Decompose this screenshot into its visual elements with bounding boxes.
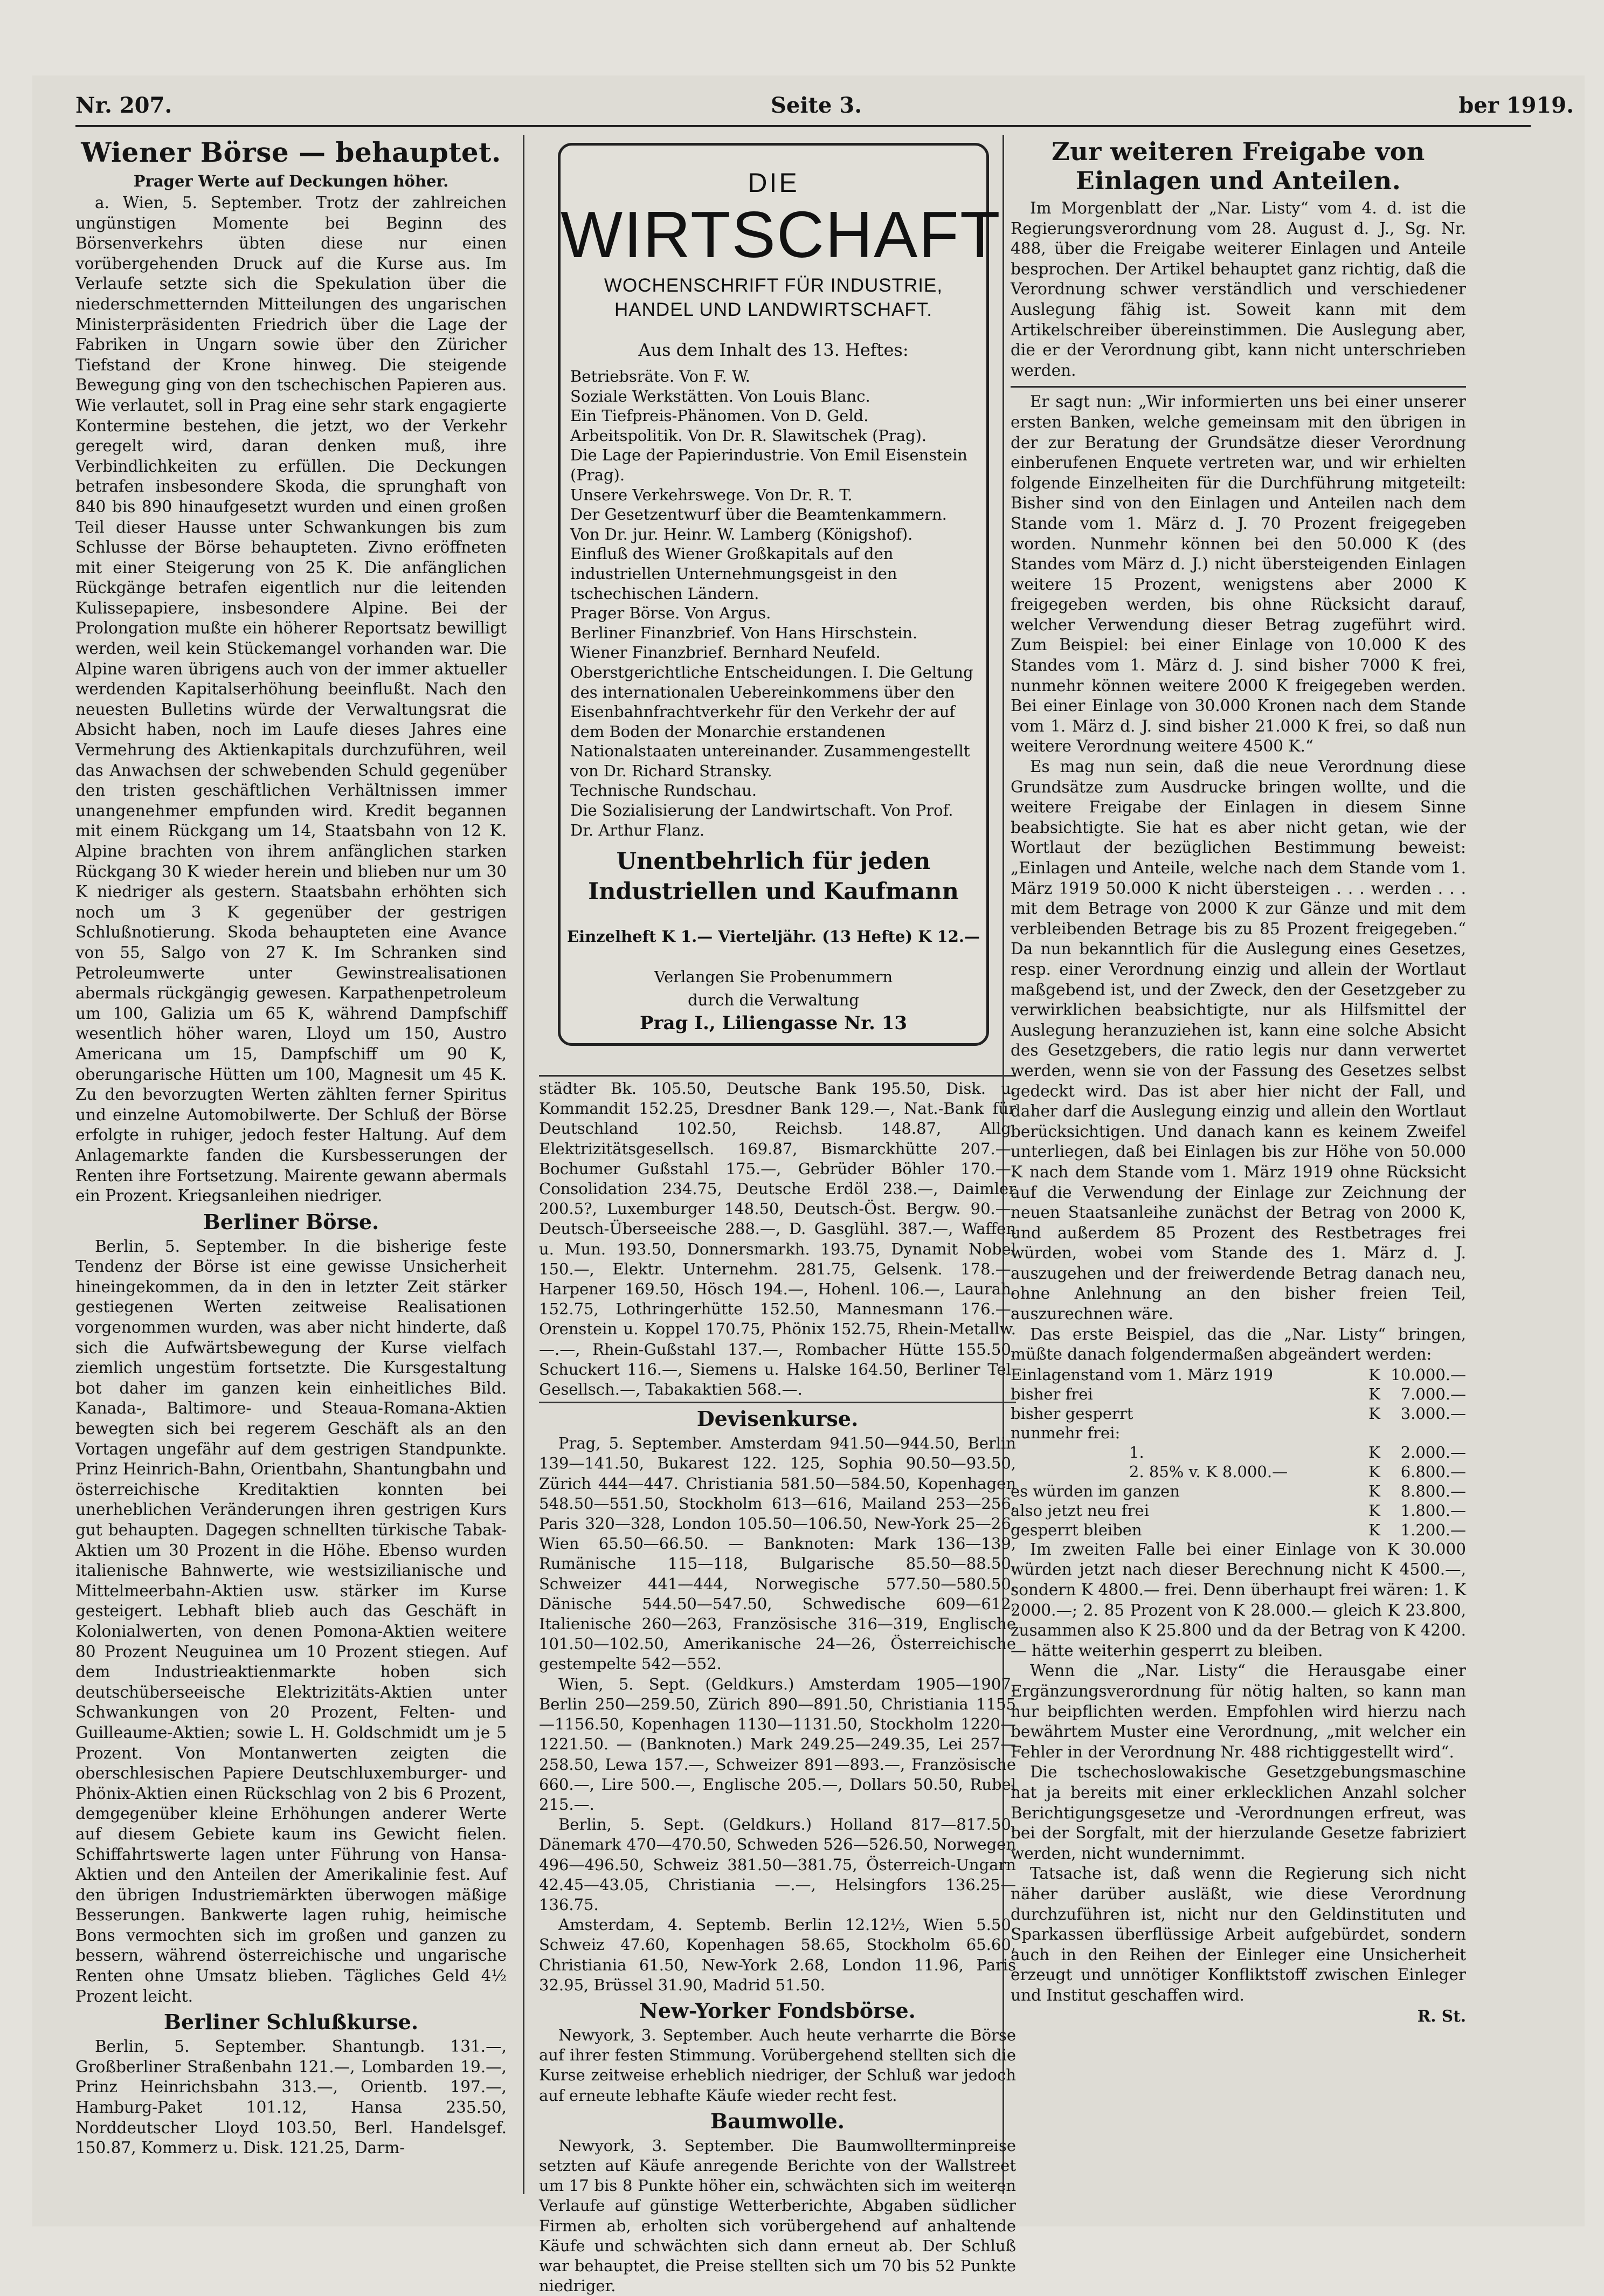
author-signature: R. St.	[1417, 2006, 1466, 2025]
article-body: Wenn die „Nar. Listy“ die Herausgabe einer Ergänzungsverordnung für nötig halten, so kann man nur beipflichten werden. Empfohlen wird hierzu nach bewährtem Muster eine Verordnung, „mit welcher ein Fehler in der Verordnung Nr. 488 richtiggestellt wird“.	[1011, 1661, 1466, 1761]
article-body: städter Bk. 105.50, Deutsche Bank 195.50, Disk. u. Kommandit 152.25, Dresdner Bank 129.—, Nat.-Bank für Deutschland 102.50, Reichsb. 148.87, Allg. Elektrizitätsgesellsch. 169.87, Bismarckhütte 207.—, Bochumer Gußstahl 175.—, Gebrüder Böhler 170.—, Consolidation 234.75, Deutsche Erdöl 238.—, Daimler 200.5?, Luxemburger 148.50, Deutsch-Öst. Bergw. 90.—, Deutsch-Überseeische 288.—, D. Gasglühl. 387.—, Waffen u. Mun. 193.50, Donnersmarkh. 193.75, Dynamit Nobel 150.—, Elektr. Unternehm. 281.75, Gelsenk. 178.—, Harpener 169.50, Hösch 194.—, Hohenl. 106.—, Laurah. 152.75, Lothringerhütte 152.50, Mannesmann 176.—, Orenstein u. Koppel 170.75, Phönix 152.75, Rhein-Metallw. —.—, Rhein-Gußstahl 137.—, Rombacher Hütte 155.50, Schuckert 116.—, Siemens u. Halske 164.50, Berliner Tel. Gesellsch.—, Tabakaktien 568.—.	[539, 1079, 1016, 1399]
column-middle	[539, 1073, 1016, 2295]
article-body: Im Morgenblatt der „Nar. Listy“ vom 4. d. ist die Regierungsverordnung vom 28. August d. J., Sg. Nr. 488, über die Freigabe weiterer Einlagen und Anteile besprochen. Der Artikel behauptet ganz richtig, daß die Verordnung schwer verständlich und verschiedener Auslegung fähig ist. Soweit kann mit dem Artikelschreiber übereinstimmen. Die Auslegung aber, die er der Verordnung gibt, kann nicht unterschrieben werden.	[1011, 199, 1466, 380]
article-body: Wien, 5. Sept. (Geldkurs.) Amsterdam 1905—1907, Berlin 250—259.50, Zürich 890—891.50, Christiania 1155—1156.50, Kopenhagen 1130—1131.50, Stockholm 1220—1221.50. — (Banknoten.) Mark 249.25—249.35, Lei 257—258.50, Lewa 157.—, Schweizer 891—893.—, Französische 660.—, Lire 500.—, Englische 205.—, Dollars 50.50, Rubel 215.—.	[539, 1674, 1016, 1814]
page-number: Seite 3.	[771, 93, 862, 118]
column-left	[75, 135, 507, 2200]
ad-address: Prag I., Liliengasse Nr. 13	[640, 1012, 907, 1034]
article-body: Tatsache ist, daß wenn die Regierung sich nicht näher darüber ausläßt, wie diese Verordnung durchzuführen ist, nicht nur den Geldinstituten und Sparkassen überflüssige Arbeit aufgebürdet, sondern auch in den Reihen der Einleger eine Unsicherheit erzeugt und unnötiger Konfliktstoff zwischen Einleger und Institut geschaffen wird.	[1011, 1864, 1466, 2004]
article-body: Berlin, 5. September. Shantungb. 131.—, Großberliner Straßenbahn 121.—, Lombarden 19.—, Prinz Heinrichsbahn 313.—, Orientb. 197.—, Hamburg-Paket 101.12, Hansa 235.50, Norddeutscher Lloyd 103.50, Berl. Handelsgef. 150.87, Kommerz u. Disk. 121.25, Darm-	[75, 2037, 507, 2157]
calculation-table	[1011, 1365, 1466, 1540]
article-body: Newyork, 3. September. Die Baumwollterminpreise setzten auf Käufe anregende Berichte von der Wallstreet um 17 bis 8 Punkte höher ein, schwächten sich im weiteren Verlaufe auf günstige Wetterberichte, Abgaben südlicher Firmen ab, erholten sich vorübergehend auf anhaltende Käufe und schwächten sich dann erneut ab. Der Schluß war behauptet, die Preise stellten sich um 70 bis 52 Punkte niedriger.	[539, 2136, 1016, 2295]
article-body: Newyork, 3. September. Auch heute verharrte die Börse auf ihrer festen Stimmung. Vorübergehend stellten sich die Kurse zeitweise erheblich niedriger, der Schluß war jedoch auf erneute lebhafte Käufe wieder recht fest.	[539, 2025, 1016, 2105]
article-body: Amsterdam, 4. Septemb. Berlin 12.12½, Wien 5.50, Schweiz 47.60, Kopenhagen 58.65, Stockholm 65.60, Christiania 61.50, New-York 2.68, London 11.96, Paris 32.95, Brüssel 31.90, Madrid 51.50.	[539, 1915, 1016, 1994]
ad-die: DIE	[748, 168, 799, 198]
column-divider-1	[523, 135, 524, 2194]
article-body: Prag, 5. September. Amsterdam 941.50—944.50, Berlin 139—141.50, Bukarest 122. 125, Sophia 90.50—93.50, Zürich 444—447. Christiania 581.50—584.50, Kopenhagen 548.50—551.50, Stockholm 613—616, Mailand 253—256, Paris 320—328, London 105.50—106.50, New-York 25—26, Wien 65.50—66.50. — Banknoten: Mark 136—139, Rumänische 115—118, Bulgarische 85.50—88.50, Schweizer 441—444, Norwegische 577.50—580.50, Dänische 544.50—547.50, Schwedische 609—612, Italienische 260—263, Französische 316—319, Englische 101.50—102.50, Amerikanische 24—26, Österreichische gestempelte 542—552.	[539, 1434, 1016, 1673]
ad-contents-item: Prager Börse. Von Argus.	[570, 604, 771, 623]
ad-contents-item: Betriebsräte. Von F. W.	[570, 367, 750, 385]
article-body: Das erste Beispiel, das die „Nar. Listy“ bringen, müßte danach folgendermaßen abgeändert werden:	[1011, 1325, 1466, 1364]
ad-contents-item: Berliner Finanzbrief. Von Hans Hirschstein.	[570, 623, 918, 642]
ad-tagline: WOCHENSCHRIFT FÜR INDUSTRIE,	[604, 275, 943, 296]
ad-contents-heading: Aus dem Inhalt des 13. Heftes:	[638, 340, 909, 360]
ad-contents-item: Einfluß des Wiener Großkapitals auf den industriellen Unternehmungsgeist in den tschechischen Ländern.	[570, 544, 897, 603]
calc-row: bisher frei K 7.000.—	[1011, 1384, 1466, 1403]
article-body: Berlin, 5. Sept. (Geldkurs.) Holland 817—817.50, Dänemark 470—470.50, Schweden 526—526.50, Norwegen 496—496.50, Schweiz 381.50—381.75, Österreich-Ungarn 42.45—43.05, Christiania —.—, Helsingfors 136.25—136.75.	[539, 1815, 1016, 1914]
calc-row: Einlagenstand vom 1. März 1919 K 10.000.—	[1011, 1365, 1466, 1384]
ad-contents-item: Arbeitspolitik. Von Dr. R. Slawitschek (Prag).	[570, 426, 927, 445]
article-body: Die tschechoslowakische Gesetzgebungsmaschine hat ja bereits mit einer erklecklichen Anzahl solcher Berichtigungsgesetze und -Verordnungen erfreut, was bei der Sorgfalt, mit der hierzulande Gesetze fabriziert werden, nicht wundernimmt.	[1011, 1763, 1466, 1863]
article-title-berliner-schlusskurse: Berliner Schlußkurse.	[163, 2010, 419, 2035]
article-body: Es mag nun sein, daß die neue Verordnung diese Grundsätze zum Ausdrucke bringen wollte, und die weitere Freigabe der Einlagen in diesem Sinne beabsichtigte. Sie hat es aber nicht getan, wie der Wortlaut der bezüglichen Bestimmung beweist: „Einlagen und Anteile, welche nach dem Stande vom 1. März 1919 50.000 K nicht übersteigen . . . werden . . . mit dem Betrage von 2000 K zur Gänze und mit dem verbleibenden Betrage bis zu 85 Prozent freigegeben.“ Da nun bekanntlich für die Auslegung eines Gesetzes, resp. einer Verordnung einzig und allein der Wortlaut maßgebend ist, und der Zweck, den der Gesetzgeber zu verwirklichen beabsichtigte, nur als Hilfsmittel der Auslegung heranzuziehen ist, kann eine solche Absicht des Gesetzgebers, die ratio legis nur dann verwertet werden, wenn sie von der Fassung des Gesetzes selbst gedeckt wird. Das ist aber hier nicht der Fall, und daher darf die Auslegung einzig und allein den Wortlaut berücksichtigen. Und danach kann es keinem Zweifel unterliegen, daß bei Einlagen bis zur Höhe von 50.000 K nach dem Stande vom 1. März 1919 ohne Rücksicht auf die Verwendung der Einlage zur Zeichnung der neuen Staatsanleihe zunächst der Betrag von 2000 K, und außerdem 85 Prozent des Restbetrages frei würden, wobei vom Stande des 1. März d. J. auszugehen und der freiwerdende Betrag danach neu, ohne Anlehnung an den bisher freien Teil, auszurechnen wäre.	[1011, 757, 1466, 1323]
ad-tagline: HANDEL UND LANDWIRTSCHAFT.	[614, 299, 932, 320]
article-title-berliner-boerse: Berliner Börse.	[203, 1209, 379, 1234]
ad-contents-item: Technische Rundschau.	[570, 781, 757, 800]
ad-contents-item: Die Lage der Papierindustrie. Von Emil Eisenstein (Prag).	[570, 446, 967, 484]
article-body: a. Wien, 5. September. Trotz der zahlreichen ungünstigen Momente bei Beginn des Börsenverkehrs übten diese nur einen vorübergehenden Druck auf die Kurse aus. Im Verlaufe setzte sich die Spekulation über die niederschmetternden Mitteilungen des ungarischen Ministerpräsidenten Friedrich über die Lage der Fabriken in Ungarn sowie über den Züricher Tiefstand der Krone hinweg. Die steigende Bewegung ging von den tschechischen Papieren aus. Wie verlautet, soll in Prag eine sehr stark engagierte Kontermine bestehen, die jetzt, wo der Verkehr geregelt wird, daran denken muß, ihre Verbindlichkeiten zu erfüllen. Die Deckungen betrafen insbesondere Skoda, die sprunghaft von 840 bis 890 hinaufgesetzt wurden und einen großen Teil dieser Hausse unter Schwankungen bis zum Schlusse der Börse behaupteten. Zivno eröffneten mit einer Steigerung von 25 K. Die anfänglichen Rückgänge betrafen eigentlich nur die leitenden Kulissepapiere, insbesondere Alpine. Bei der Prolongation mußte ein höherer Reportsatz bewilligt werden, weil kein Stückemangel vorhanden war. Die Alpine waren übrigens auch von der immer aktueller werdenden Kapitalserhöhung beeinflußt. Nach den neuesten Bulletins würde der Verwaltungsrat die Absicht haben, noch im Laufe dieses Jahres eine Vermehrung des Aktienkapitals durchzuführen, weil das Anwachsen der schwebenden Schuld gegenüber den tristen geschäftlichen Verhältnissen immer unangenehmer empfunden wird. Kredit begannen mit einem Rückgang um 14, Staatsbahn von 12 K. Alpine brachten von ihrem anfänglichen starken Rückgang 30 K wieder herein und blieben nur um 30 K niedriger als gestern. Staatsbahn erhöhten sich noch um 3 K gegenüber der gestrigen Schlußnotierung. Skoda behaupteten eine Avance von 55, Salgo von 27 K. Im Schranken sind Petroleumwerte unter Gewinstrealisationen abermals rückgängig gewesen. Karpathenpetroleum um 100, Galizia um 65 K, während Dampfschiff wesentlich höher waren, Lloyd um 150, Austro Americana um 15, Dampfschiff um 90 K, oberungarische Hütten um 100, Magnesit um 45 K. Zu den bevorzugten Werten zählten ferner Spiritus und einzelne Automobilwerte. Der Schluß der Börse erfolgte in ruhiger, jedoch fester Haltung. Auf dem Anlagemarkte fanden die Kursbesserungen der Renten ihre Fortsetzung. Mairente gewann abermals ein Prozent. Kriegsanleihen niedriger.	[75, 194, 507, 1205]
ad-price: Einzelheft K 1.— Vierteljähr. (13 Hefte) K 12.—	[566, 927, 980, 946]
article-title-wiener-boerse: Wiener Börse — behauptet.	[81, 136, 501, 168]
ad-contents-item: Soziale Werkstätten. Von Louis Blanc.	[570, 387, 870, 405]
header-rule	[75, 125, 1531, 127]
article-title-baumwolle: Baumwolle.	[710, 2108, 845, 2133]
calc-row: es würden im ganzen K 8.800.—	[1011, 1481, 1466, 1500]
article-body: Im zweiten Falle bei einer Einlage von K 30.000 würden jetzt nach dieser Berechnung nicht K 4500.—, sondern K 4800.— frei. Denn überhaupt frei wären: 1. K 2000.—; 2. 85 Prozent von K 28.000.— gleich K 23.800, zusammen also K 25.800 und da der Betrag von K 4200.— hätte weiterhin gesperrt zu bleiben.	[1011, 1540, 1466, 1660]
ad-contents-item: Die Sozialisierung der Landwirtschaft. Von Prof. Dr. Arthur Flanz.	[570, 801, 953, 839]
article-subtitle: Prager Werte auf Deckungen höher.	[133, 172, 449, 190]
article-title-new-yorker-fondsboerse: New-Yorker Fondsbörse.	[639, 1998, 916, 2023]
calc-row: 2. 85% v. K 8.000.— K 6.800.—	[1129, 1462, 1466, 1481]
column-right	[1011, 135, 1466, 2200]
issue-number: Nr. 207.	[75, 93, 172, 118]
ad-contents-item: Unsere Verkehrswege. Von Dr. R. T.	[570, 485, 853, 504]
calc-row: nunmehr frei:	[1011, 1423, 1121, 1442]
section-rule	[539, 1402, 1016, 1403]
ad-title: WIRTSCHAFT	[561, 198, 1001, 271]
advertisement-wirtschaft	[558, 143, 1001, 1046]
ad-order-line: Verlangen Sie Probenummern	[654, 968, 893, 986]
section-rule	[1011, 386, 1466, 388]
calc-row: gesperrt bleiben K 1.200.—	[1011, 1520, 1466, 1539]
ad-contents-list	[570, 367, 977, 840]
article-title-freigabe: Zur weiteren Freigabe von Einlagen und Anteilen.	[1052, 137, 1425, 195]
ad-contents-item: Oberstgerichtliche Entscheidungen. I. Die Geltung des internationalen Uebereinkommens über den Eisenbahnfrachtverkehr für den Verkehr der auf dem Boden der Monarchie erstandenen Nationalstaaten untereinander. Zusammengestellt von Dr. Richard Stransky.	[570, 663, 973, 780]
calc-row: bisher gesperrt K 3.000.—	[1011, 1404, 1466, 1423]
calc-row: 1. K 2.000.—	[1129, 1443, 1466, 1461]
issue-date: ber 1919.	[1458, 93, 1574, 118]
ad-slogan: Unentbehrlich für jeden Industriellen und Kaufmann	[588, 848, 959, 905]
article-title-devisenkurse: Devisenkurse.	[696, 1406, 859, 1431]
calc-row: also jetzt neu frei K 1.800.—	[1011, 1501, 1466, 1520]
ad-contents-item: Wiener Finanzbrief. Bernhard Neufeld.	[570, 643, 881, 662]
ad-contents-item: Der Gesetzentwurf über die Beamtenkammern. Von Dr. jur. Heinr. W. Lamberg (Königshof).	[570, 505, 947, 543]
section-rule	[539, 1075, 1016, 1077]
article-body: Er sagt nun: „Wir informierten uns bei einer unserer ersten Banken, welche gemeinsam mit den übrigen in der zur Beratung der Grundsätze dieser Verordnung einberufenen Enquete vertreten war, und wir erhielten folgende Einzelheiten für die Durchführung mitgeteilt: Bisher sind von den Einlagen und Anteilen nach dem Stande vom 1. März d. J. 70 Prozent freigegeben worden. Nunmehr können bei den 50.000 K (des Standes vom März d. J.) nicht übersteigenden Einlagen weitere 15 Prozent, wenigstens aber 2000 K freigegeben werden, bis ohne Rücksicht darauf, welcher Verwendung dieser Betrag zugeführt wird. Zum Beispiel: bei einer Einlage von 10.000 K des Standes vom 1. März d. J. sind bisher 7000 K frei, nunmehr können weitere 2000 K freigegeben werden. Bei einer Einlage von 30.000 Kronen nach dem Stande vom 1. März d. J. sind bisher 21.000 K frei, so daß nun weitere Verordnung weitere 4500 K.“	[1011, 392, 1466, 756]
ad-contents-item: Ein Tiefpreis-Phänomen. Von D. Geld.	[570, 406, 869, 425]
ad-order-line: durch die Verwaltung	[688, 991, 859, 1009]
article-body: Berlin, 5. September. In die bisherige feste Tendenz der Börse ist eine gewisse Unsicherheit hineingekommen, da in den in letzter Zeit stärker gestiegenen Werten zeitweise Realisationen vorgenommen wurden, was aber nicht hinderte, daß sich die Aufwärtsbewegung der Kurse vielfach ziemlich ungestüm fortsetzte. Die Kursgestaltung bot daher im ganzen kein einheitliches Bild. Kanada-, Baltimore- und Steaua-Romana-Aktien bewegten sich bei regerem Geschäft als an den Vortagen ungefähr auf dem gestrigen Standpunkte. Prinz Heinrich-Bahn, Orientbahn, Shantungbahn und österreichische Kreditaktien konnten bei unerheblichen Veränderungen ihren gestrigen Kurs gut behaupten. Dagegen schnellten türkische Tabak-Aktien um 30 Prozent in die Höhe. Ebenso wurden italienische Bahnwerte, wie westsizilianische und Mittelmeerbahn-Aktien usw. stärker im Kurse gesteigert. Lebhaft blieb auch das Geschäft in Kolonialwerten, von denen Pomona-Aktien weitere 80 Prozent Neuguinea um 10 Prozent stiegen. Auf dem Industrieaktienmarkte hoben sich deutschüberseeische Elektrizitäts-Aktien unter Schwankungen von 20 Prozent, Felten- und Guilleaume-Aktien; sowie L. H. Goldschmidt um je 5 Prozent. Von Montanwerten zeigten die oberschlesischen Papiere Deutschluxemburger- und Phönix-Aktien einen Rückschlag von 2 bis 6 Prozent, demgegenüber kleine Erhöhungen anderer Werte auf diesem Gebiete kaum ins Gewicht fielen. Schiffahrtswerte lagen unter Führung von Hansa-Aktien und den Anteilen der Amerikalinie fest. Auf den übrigen Industriemärkten überwogen mäßige Besserungen. Bankwerte lagen ruhig, heimische Bons vermochten sich im großen und ganzen zu bessern, während österreichische und ungarische Renten ohne Umsatz blieben. Tägliches Geld 4½ Prozent leicht.	[75, 1237, 507, 2005]
